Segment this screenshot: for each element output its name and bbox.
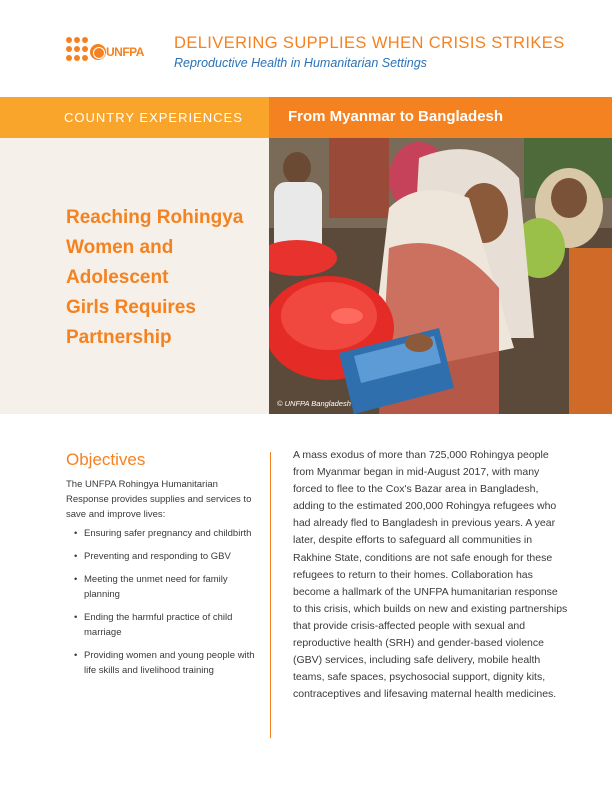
- un-globe-icon: [90, 44, 106, 60]
- list-item: • Ending the harmful practice of child marriage: [74, 610, 260, 640]
- country-label: From Myanmar to Bangladesh: [288, 108, 504, 125]
- title-line: Partnership: [66, 327, 172, 348]
- logo-wordmark: UNFPA: [106, 45, 144, 59]
- photo-illustration: [269, 138, 612, 414]
- objectives-heading: Objectives: [66, 450, 146, 469]
- title-line: Girls Requires: [66, 297, 196, 318]
- logo-dots-icon: [66, 37, 88, 71]
- list-item: • Providing women and young people with life skills and livelihood training: [74, 648, 260, 678]
- list-item: • Preventing and responding to GBV: [74, 549, 260, 564]
- list-item: • Ensuring safer pregnancy and childbirth: [74, 526, 260, 541]
- unfpa-logo: [66, 37, 144, 71]
- column-divider: [270, 452, 271, 738]
- list-item: • Meeting the unmet need for family planning: [74, 572, 260, 602]
- title-line: Adolescent: [66, 267, 169, 288]
- page-title: [66, 203, 266, 353]
- title-line: Reaching Rohingya: [66, 207, 244, 228]
- photo-credit: © UNFPA Bangladesh: [277, 399, 351, 408]
- body-paragraph: A mass exodus of more than 725,000 Rohingya people from Myanmar began in mid-August 2017, with many forced to flee to the Cox's Bazar area in Bangladesh, adding to the estimated 200,000 Rohingya refugees who had already fled to Bangladesh in previous years. A year later, despite efforts to safeguard all communities in Rakhine State, conditions are not safe enough for these refugees to return to their homes. Collaboration has become a hallmark of the UNFPA humanitarian response to this crisis, which builds on new and existing partnerships that provide crisis-affected people with sexual and reproductive health (SRH) and gender-based violence (GBV) services, including safe delivery, mobile health teams, safe spaces, psychosocial support, dignity kits, contraceptives and lifesaving maternal health medicines.: [293, 449, 568, 701]
- objectives-intro: The UNFPA Rohingya Humanitarian Response provides supplies and services to save and improve lives:: [66, 479, 252, 520]
- cover-photo: [269, 138, 612, 414]
- publication-title: DELIVERING SUPPLIES WHEN CRISIS STRIKES: [174, 34, 565, 52]
- section-label: COUNTRY EXPERIENCES: [64, 110, 243, 125]
- publication-subtitle: Reproductive Health in Humanitarian Settings: [174, 56, 427, 70]
- objectives-list: [74, 526, 260, 686]
- title-line: Women and: [66, 237, 174, 258]
